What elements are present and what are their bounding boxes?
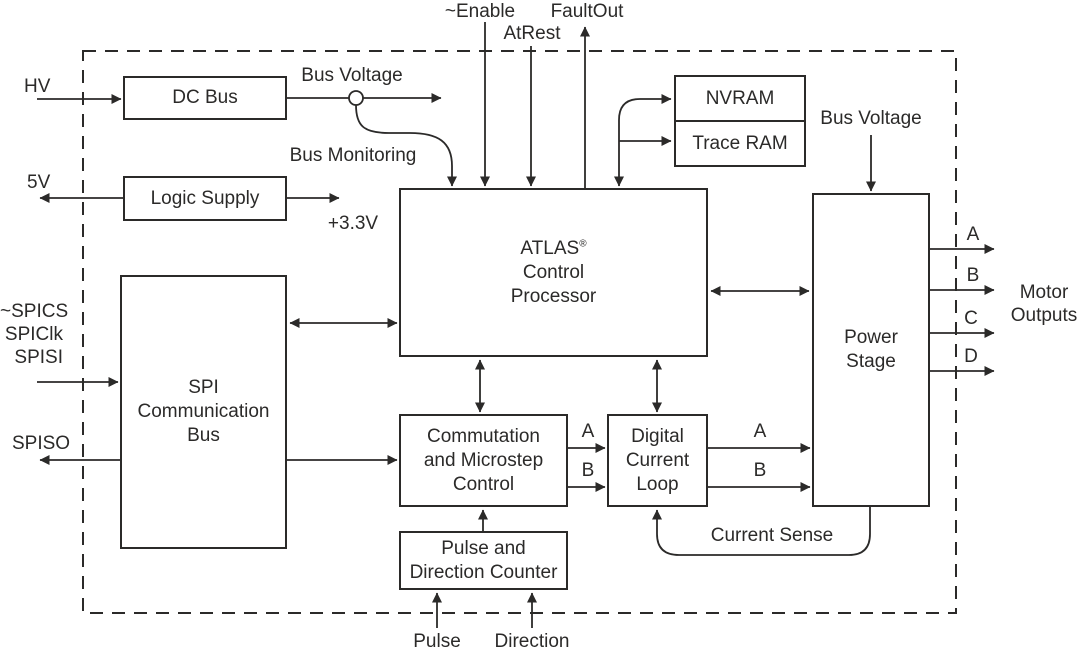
commutation-label-line2: and Microstep xyxy=(423,449,544,471)
phase-a-to-power-label: A xyxy=(753,421,767,442)
dc-bus-label: DC Bus xyxy=(172,87,238,108)
motor-outputs-label xyxy=(1011,281,1078,327)
motor-output-c-label: C xyxy=(964,308,978,329)
motor-output-a-label: A xyxy=(966,224,980,245)
dc-bus-block xyxy=(123,76,287,120)
dcl-label-line3: Loop xyxy=(636,473,679,495)
motor-output-d-label: D xyxy=(964,346,978,367)
enable-port-label: ~Enable xyxy=(444,1,516,22)
spisi-port-label: SPISI xyxy=(14,347,63,368)
nvram-label: NVRAM xyxy=(705,87,775,109)
commutation-label-line3: Control xyxy=(452,473,515,495)
pulse-direction-counter-block xyxy=(399,531,568,590)
plus-3v3-label: +3.3V xyxy=(327,213,379,234)
counter-label-line2: Direction Counter xyxy=(409,561,558,583)
spi-bus-label-line1: SPI xyxy=(188,377,219,398)
dcl-label-line1: Digital xyxy=(631,425,684,447)
nvram-cell xyxy=(676,77,804,122)
motor-outputs-label-line2: Outputs xyxy=(1010,305,1078,326)
trace-ram-label: Trace RAM xyxy=(692,132,788,154)
spi-communication-bus-block xyxy=(120,275,287,549)
dcl-label-line2: Current xyxy=(625,449,690,471)
faultout-port-label: FaultOut xyxy=(550,1,624,22)
spi-bus-label-line3: Bus xyxy=(187,425,220,446)
bus-monitoring-label: Bus Monitoring xyxy=(289,145,417,166)
power-stage-label-line2: Stage xyxy=(846,351,896,372)
direction-port-label: Direction xyxy=(494,631,570,649)
spi-bus-label-line2: Communication xyxy=(137,401,270,422)
phase-b-to-dcl-label: B xyxy=(581,460,595,481)
bus-voltage-tap-node xyxy=(349,91,363,105)
atrest-port-label: AtRest xyxy=(503,23,561,44)
pulse-port-label: Pulse xyxy=(413,631,461,649)
motor-outputs-label-line1: Motor xyxy=(1019,282,1069,303)
atlas-control-processor-block xyxy=(399,188,708,357)
bus-voltage-top-label: Bus Voltage xyxy=(301,65,403,86)
logic-supply-block xyxy=(123,176,287,221)
spiclk-port-label: SPIClk xyxy=(4,324,63,345)
atlas-name-line xyxy=(520,237,586,261)
atlas-nvram-link xyxy=(619,99,671,186)
commutation-label-line1: Commutation xyxy=(427,425,540,447)
current-sense-label: Current Sense xyxy=(710,525,834,546)
logic-supply-label: Logic Supply xyxy=(150,187,260,209)
atlas-name: ATLAS xyxy=(520,237,580,259)
motor-output-b-label: B xyxy=(966,265,980,286)
phase-b-to-power-label: B xyxy=(753,460,767,481)
spi-input-port-labels xyxy=(0,300,69,369)
registered-trademark-mark: ® xyxy=(579,238,587,250)
digital-current-loop-block xyxy=(607,414,708,507)
spics-port-label: ~SPICS xyxy=(0,301,69,322)
commutation-microstep-block xyxy=(399,414,568,507)
spiso-port-label: SPISO xyxy=(12,433,71,454)
power-stage-label-line1: Power xyxy=(844,327,898,348)
counter-label-line1: Pulse and xyxy=(441,537,526,559)
power-stage-block xyxy=(812,193,930,507)
phase-a-to-dcl-label: A xyxy=(581,421,595,442)
trace-ram-cell xyxy=(676,122,804,165)
atlas-label-line3: Processor xyxy=(510,285,597,307)
5v-port-label: 5V xyxy=(27,172,51,193)
atlas-label-line2: Control xyxy=(522,261,585,283)
bus-voltage-right-label: Bus Voltage xyxy=(820,108,922,129)
memory-block xyxy=(674,75,806,167)
hv-port-label: HV xyxy=(24,76,51,97)
